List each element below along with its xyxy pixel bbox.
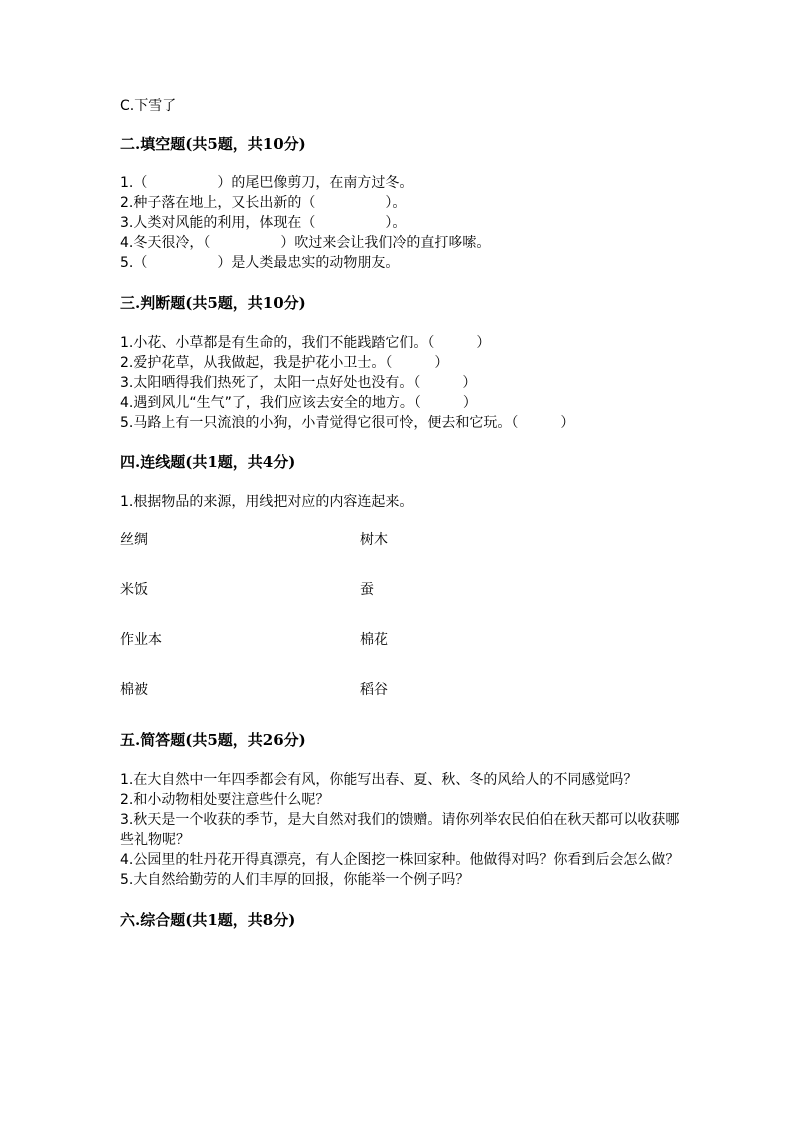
true-false-item: 2.爱护花草，从我做起，我是护花小卫士。（ ） [120,355,449,371]
matching-right-item: 树木 [360,532,388,548]
matching-left-item: 丝绸 [120,532,148,548]
matching-right-item: 稻谷 [360,682,388,698]
fill-blank-item: 3.人类对风能的利用，体现在（ ）。 [120,215,407,231]
section-heading-fill-blank: 二.填空题(共5题，共10分) [120,135,306,153]
short-answer-item: 2.和小动物相处要注意些什么呢？ [120,792,330,808]
section-heading-comprehensive: 六.综合题(共1题，共8分) [120,911,296,929]
true-false-item: 1.小花、小草都是有生命的，我们不能践踏它们。（ ） [120,335,491,351]
fill-blank-item: 5.（ ）是人类最忠实的动物朋友。 [120,255,400,271]
true-false-list [120,333,680,433]
fill-blank-item: 1.（ ）的尾巴像剪刀，在南方过冬。 [120,175,414,191]
matching-right-item: 蚕 [360,582,374,598]
fill-blank-list [120,173,680,273]
short-answer-item: 3.秋天是一个收获的季节，是大自然对我们的馈赠。请你列举农民伯伯在秋天都可以收获哪些礼物呢？ [120,812,680,848]
fill-blank-item: 2.种子落在地上，又长出新的（ ）。 [120,195,407,211]
true-false-item: 4.遇到风儿“生气”了，我们应该去安全的地方。（ ） [120,395,477,411]
short-answer-item: 4.公园里的牡丹花开得真漂亮，有人企图挖一株回家种。他做得对吗？你看到后会怎么做？ [120,852,680,868]
matching-columns [120,530,680,720]
matching-left-item: 棉被 [120,682,148,698]
fill-blank-item: 4.冬天很冷，（ ）吹过来会让我们冷的直打哆嗦。 [120,235,491,251]
short-answer-item: 5.大自然给勤劳的人们丰厚的回报，你能举一个例子吗？ [120,872,470,888]
section-heading-matching: 四.连线题(共1题，共4分) [120,453,296,471]
matching-left-item: 作业本 [120,632,162,648]
exam-page [120,96,680,930]
matching-question: 1.根据物品的来源，用线把对应的内容连起来。 [120,494,414,510]
matching-left-item: 米饭 [120,582,148,598]
option-c: C.下雪了 [120,98,177,114]
section-heading-short-answer: 五.简答题(共5题，共26分) [120,731,306,749]
true-false-item: 5.马路上有一只流浪的小狗，小青觉得它很可怜，便去和它玩。（ ） [120,415,575,431]
short-answer-item: 1.在大自然中一年四季都会有风，你能写出春、夏、秋、冬的风给人的不同感觉吗？ [120,772,638,788]
matching-right-item: 棉花 [360,632,388,648]
section-heading-true-false: 三.判断题(共5题，共10分) [120,294,306,312]
true-false-item: 3.太阳晒得我们热死了，太阳一点好处也没有。（ ） [120,375,477,391]
short-answer-list [120,770,680,890]
